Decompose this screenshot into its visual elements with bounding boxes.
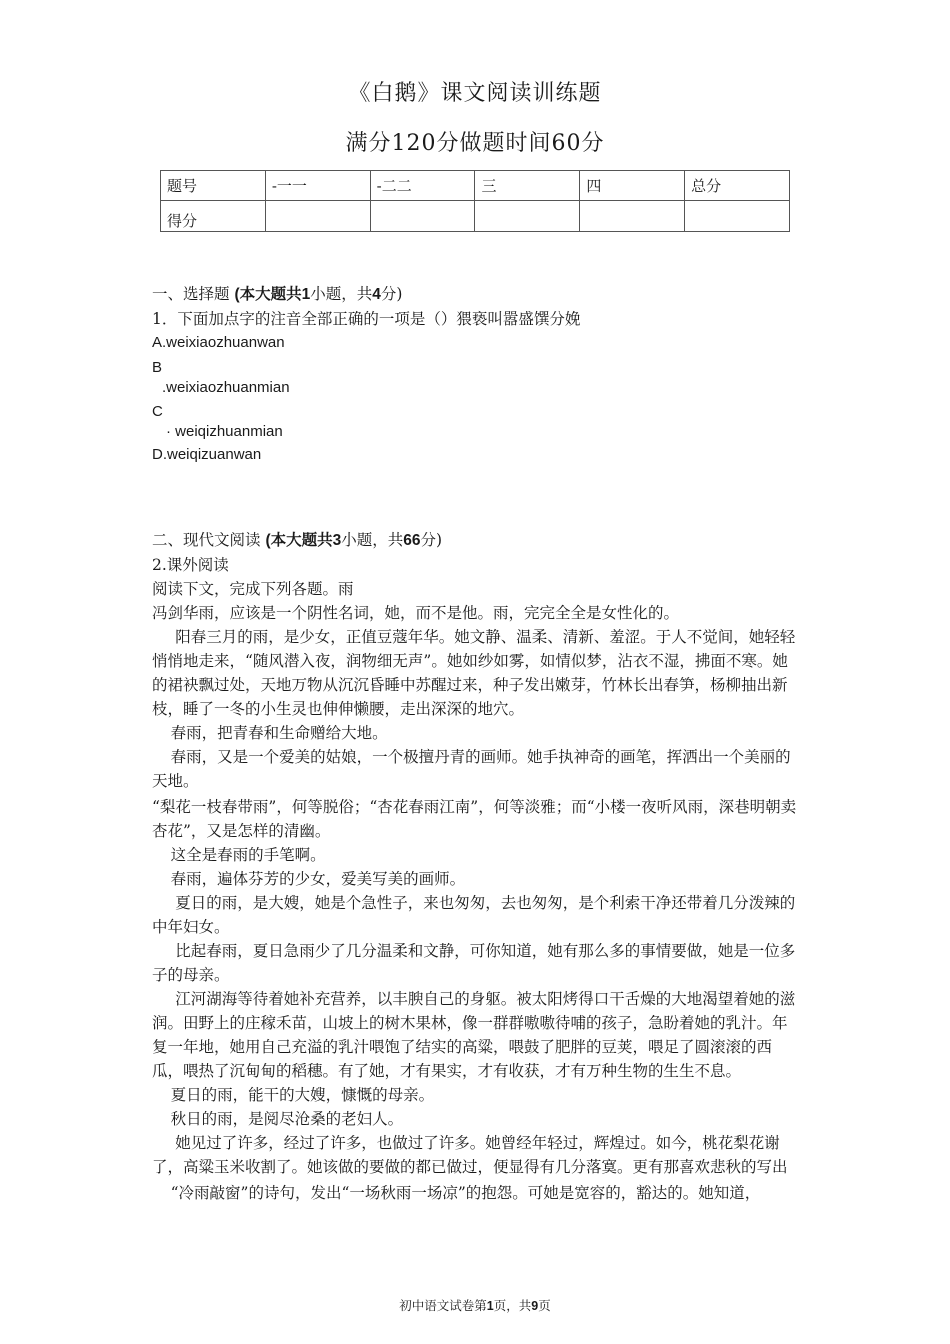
reading-paragraph: 她见过了许多，经过了许多，也做过了许多。她曾经年轻过，辉煌过。如今，桃花梨花谢了，高粱玉米收割了。她该做的要做的都已做过，便显得有几分落寞。更有那喜欢悲秋的写出 — [152, 1134, 788, 1176]
score-row-label: 得分 — [161, 201, 266, 232]
question-1: 1．下面加点字的注音全部正确的一项是（）猥亵叫嚣盛馔分娩 — [152, 310, 581, 328]
score-blank — [370, 201, 475, 232]
score-cell-label: 题号 — [161, 171, 266, 201]
option-c-text: · weiqizhuanmian — [166, 423, 283, 440]
score-cell-q2: -二二 — [370, 171, 475, 201]
score-blank — [685, 201, 790, 232]
page-title: 《白鹅》课文阅读训练题 — [348, 81, 602, 106]
page-footer: 初中语文试卷第1页，共9页 — [399, 1298, 551, 1313]
score-blank — [475, 201, 580, 232]
score-cell-q4: 四 — [580, 171, 685, 201]
option-b-letter: B — [152, 359, 163, 376]
score-table — [160, 170, 790, 232]
section-1-heading: 一、选择题 (本大题共1小题，共4分) — [152, 285, 403, 303]
option-b-text: .weixiaozhuanmian — [162, 379, 290, 396]
reading-paragraph: 夏日的雨，是大嫂，她是个急性子，来也匆匆，去也匆匆，是个利索干净还带着几分泼辣的中年妇女。 — [152, 894, 796, 936]
score-cell-total: 总分 — [685, 171, 790, 201]
reading-paragraph: 冯剑华雨，应该是一个阴性名词，她，而不是他。雨，完完全全是女性化的。 — [152, 604, 680, 622]
option-d: D.weiqizuanwan — [152, 446, 262, 463]
score-blank — [265, 201, 370, 232]
reading-paragraph: 春雨，把青春和生命赠给大地。 — [170, 724, 388, 742]
score-table-header-row — [161, 171, 790, 201]
section-2 — [152, 528, 802, 1205]
reading-paragraph: 这全是春雨的手笔啊。 — [170, 846, 326, 864]
reading-paragraph: 阳春三月的雨，是少女，正值豆蔻年华。她文静、温柔、清新、羞涩。于人不觉间，她轻轻悄悄地走来，“随风潜入夜，润物细无声”。她如纱如雾，如情似梦，沾衣不湿，拂面不寒。她的裙袂飘过处，天地万物从沉沉昏睡中苏醒过来，种子发出嫩芽，竹林长出春笋，杨柳抽出新枝，睡了一冬的小生灵也伸伸懒腰，走出深深的地穴。 — [152, 628, 796, 718]
page-subtitle: 满分120分做题时间60分 — [345, 131, 605, 156]
section-2-heading: 二、现代文阅读 (本大题共3小题，共66分) — [152, 531, 443, 549]
score-table-score-row — [161, 201, 790, 232]
reading-paragraph: 秋日的雨，是阅尽沧桑的老妇人。 — [170, 1110, 404, 1128]
reading-paragraph: 春雨，又是一个爱美的姑娘，一个极擅丹青的画师。她手执神奇的画笔，挥洒出一个美丽的天地。 — [152, 748, 791, 790]
section-1 — [152, 282, 802, 467]
score-cell-q1: -一一 — [265, 171, 370, 201]
reading-paragraph: 春雨，遍体芬芳的少女，爱美写美的画师。 — [170, 870, 466, 888]
sub-heading: 2.课外阅读 — [152, 556, 229, 574]
option-a: A.weixiaozhuanwan — [152, 334, 285, 351]
reading-paragraph: 比起春雨，夏日急雨少了几分温柔和文静，可你知道，她有那么多的事情要做，她是一位多子的母亲。 — [152, 942, 796, 984]
reading-intro: 阅读下文，完成下列各题。雨 — [152, 580, 354, 598]
reading-paragraph: 夏日的雨，能干的大嫂，慷慨的母亲。 — [170, 1086, 435, 1104]
score-blank — [580, 201, 685, 232]
score-cell-q3: 三 — [475, 171, 580, 201]
reading-paragraph: “梨花一枝春带雨”，何等脱俗；“杏花春雨江南”，何等淡雅；而“小楼一夜听风雨，深巷明朝卖杏花”，又是怎样的清幽。 — [152, 798, 797, 840]
reading-paragraph: “冷雨敲窗”的诗句，发出“一场秋雨一场凉”的抱怨。可她是宽容的，豁达的。她知道， — [170, 1184, 761, 1202]
reading-paragraph: 江河湖海等待着她补充营养，以丰腴自己的身躯。被太阳烤得口干舌燥的大地渴望着她的滋润。田野上的庄稼禾苗，山坡上的树木果林，像一群群嗷嗷待哺的孩子，急盼着她的乳汁。年复一年地，她用自己充溢的乳汁喂饱了结实的高粱，喂鼓了肥胖的豆荚，喂足了圆滚滚的西瓜，喂热了沉甸甸的稻穗。有了她，才有果实，才有收获，才有万种生物的生生不息。 — [152, 990, 796, 1080]
option-c-letter: C — [152, 403, 163, 420]
